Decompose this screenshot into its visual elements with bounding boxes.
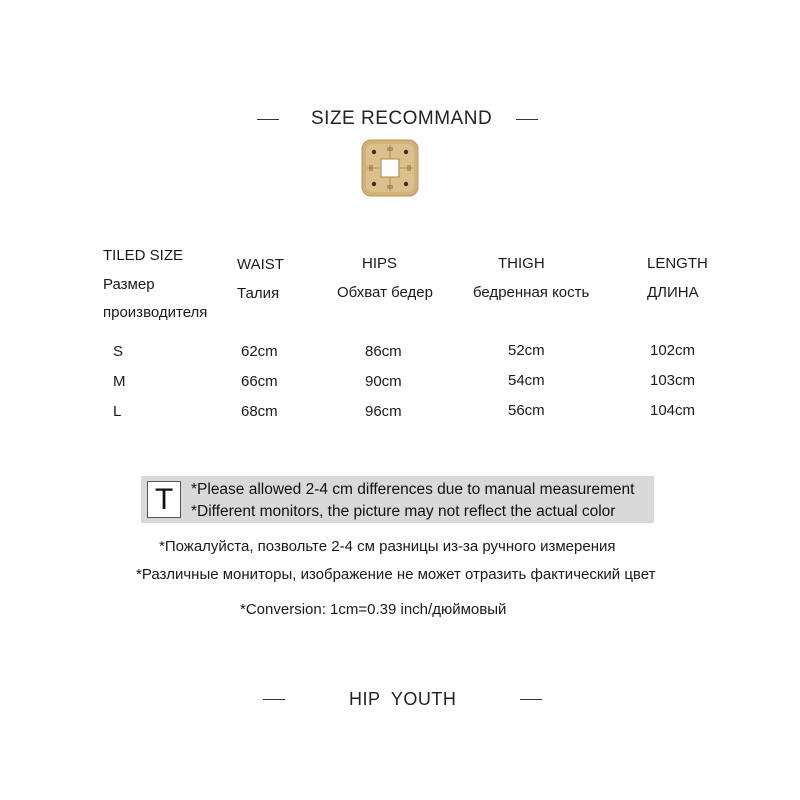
table-row-length: 102cm bbox=[650, 342, 696, 359]
page-title: SIZE RECOMMAND bbox=[311, 108, 493, 129]
header-tiled-size: TILED SIZE Размер производителя bbox=[103, 247, 208, 321]
table-row-hips: 90cm bbox=[365, 373, 402, 390]
footer-right-dash bbox=[520, 699, 542, 700]
russian-note-1: *Пожалуйста, позвольте 2-4 см разницы из-за ручного измерения bbox=[159, 538, 616, 555]
table-row-waist: 62cm bbox=[241, 343, 278, 360]
table-row-thigh: 56cm bbox=[508, 402, 545, 419]
table-row-hips: 96cm bbox=[365, 403, 402, 420]
conversion-note: *Conversion: 1cm=0.39 inch/дюймовый bbox=[240, 601, 507, 618]
header-thigh: THIGH бедренная кость bbox=[473, 255, 590, 301]
header-left-dash bbox=[257, 119, 279, 120]
table-row-waist: 66cm bbox=[241, 373, 278, 390]
notice-box bbox=[141, 476, 654, 523]
notice-line-1: *Please allowed 2-4 cm differences due to manual measurement bbox=[191, 481, 635, 498]
table-row-size: L bbox=[113, 403, 122, 420]
table-row-thigh: 52cm bbox=[508, 342, 545, 359]
header-right-dash bbox=[516, 119, 538, 120]
header-waist: WAIST Талия bbox=[237, 256, 284, 302]
russian-note-2: *Различные мониторы, изображение не может отразить фактический цвет bbox=[136, 566, 656, 583]
header-hips: HIPS Обхват бедер bbox=[337, 255, 433, 301]
table-row-length: 104cm bbox=[650, 402, 696, 419]
header-length: LENGTH ДЛИНА bbox=[647, 255, 708, 301]
table-row-size: M bbox=[113, 373, 126, 390]
footer-left-dash bbox=[263, 699, 285, 700]
notice-line-2: *Different monitors, the picture may not reflect the actual color bbox=[191, 503, 616, 520]
table-row-length: 103cm bbox=[650, 372, 696, 389]
table-row-thigh: 54cm bbox=[508, 372, 545, 389]
brand-footer: HIP YOUTH bbox=[349, 689, 457, 709]
measuring-ruler-icon bbox=[361, 139, 419, 197]
table-row-waist: 68cm bbox=[241, 403, 278, 420]
table-row-size: S bbox=[113, 343, 124, 360]
text-t-icon: T bbox=[147, 481, 181, 518]
table-row-hips: 86cm bbox=[365, 343, 402, 360]
